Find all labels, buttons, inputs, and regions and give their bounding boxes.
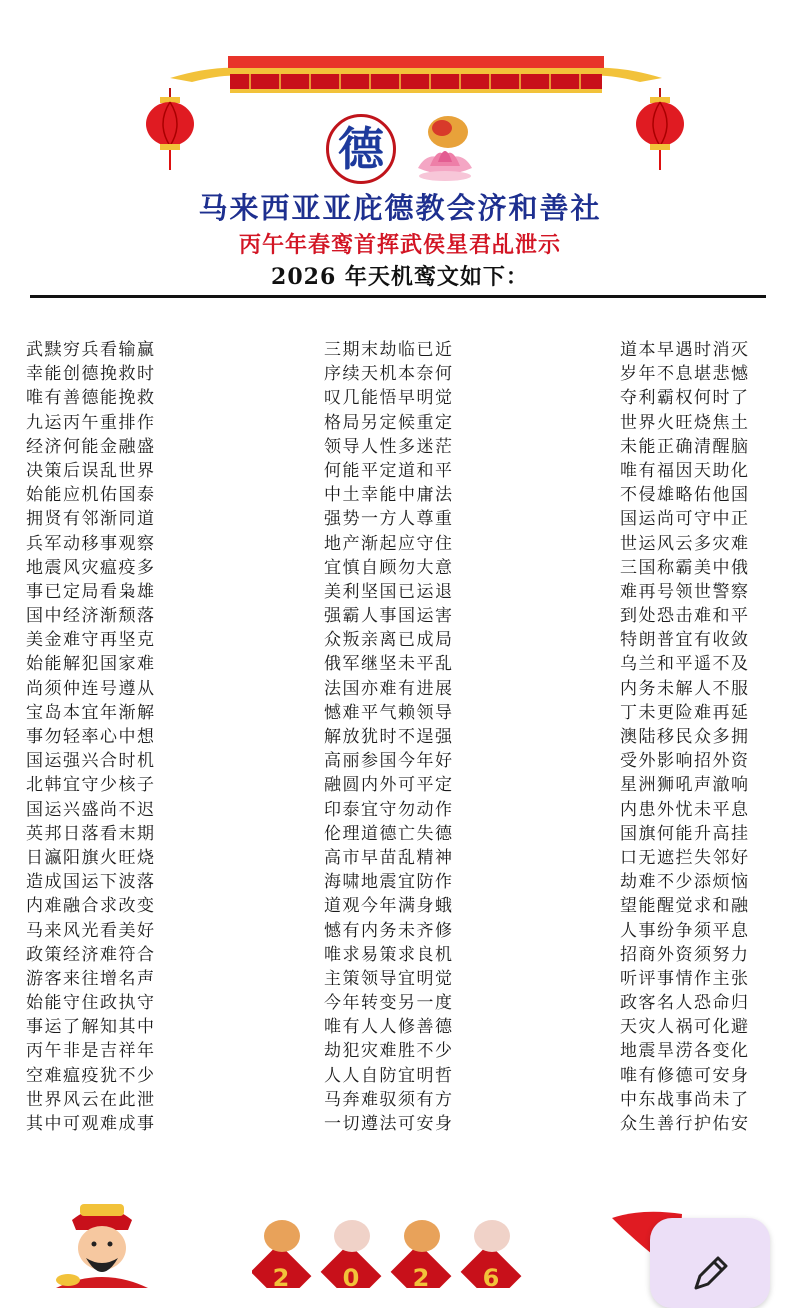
chinese-roof-decoration — [170, 56, 662, 96]
verse-line: 序续天机本奈何 — [324, 364, 454, 385]
verse-line: 内务未解人不服 — [620, 678, 750, 699]
verse-line: 宜慎自顾勿大意 — [324, 557, 454, 578]
verse-line: 其中可观难成事 — [26, 1114, 156, 1134]
verse-column-3 — [620, 338, 770, 1136]
verse-line: 始能守住政执守 — [26, 993, 156, 1014]
divider — [30, 295, 766, 298]
heading: 2026 年天机鸾文如下： — [271, 264, 529, 290]
verse-line: 地产渐起应守住 — [324, 533, 454, 554]
verse-line: 解放犹时不逞强 — [324, 727, 454, 747]
verse-line: 世界火旺烧焦土 — [620, 412, 750, 433]
verse-line: 岁年不息堪悲憾 — [620, 364, 750, 385]
verse-line: 高丽参国今年好 — [324, 751, 454, 772]
verse-line: 海啸地震宜防作 — [324, 872, 454, 893]
verse-line: 澳陆移民众多拥 — [620, 727, 750, 747]
verse-line: 特朗普宜有收敛 — [620, 630, 750, 651]
verse-line: 游客来往增名声 — [26, 968, 156, 989]
verse-line: 不侵雄略佑他国 — [620, 485, 750, 506]
verse-line: 内难融合求改变 — [26, 896, 156, 917]
verse-line: 星洲狮吼声澈响 — [620, 775, 750, 796]
edit-button[interactable] — [650, 1218, 770, 1308]
verse-line: 美金难守再坚克 — [26, 630, 156, 651]
verse-line: 国旗何能升高挂 — [620, 823, 750, 844]
verse-line: 美利坚国已运退 — [324, 581, 454, 602]
verse-line: 拥贤有邻渐同道 — [26, 509, 156, 530]
organization-title: 马来西亚亚庇德教会济和善社 — [198, 191, 602, 225]
verse-line: 国运强兴合时机 — [26, 751, 156, 772]
verse-column-2 — [324, 338, 474, 1136]
verse-line: 英邦日落看末期 — [26, 823, 156, 844]
verse-line: 印泰宜守勿动作 — [324, 799, 454, 820]
verse-line: 天灾人祸可化避 — [620, 1017, 750, 1038]
verse-line: 始能解犯国家难 — [26, 654, 156, 675]
verse-line: 唯有修德可安身 — [620, 1065, 750, 1086]
red-lantern-icon — [144, 88, 196, 170]
verse-line: 马奔难驭须有方 — [324, 1089, 454, 1110]
verse-line: 丙午非是吉祥年 — [26, 1041, 156, 1062]
verse-line: 唯有福因天助化 — [620, 460, 750, 481]
verse-line: 事勿轻率心中想 — [26, 727, 156, 747]
subtitle: 丙午年春鸾首挥武侯星君乩泄示 — [238, 232, 561, 258]
verse-line: 俄军继坚未平乱 — [324, 654, 454, 675]
verse-line: 法国亦难有进展 — [324, 678, 454, 699]
year-digit: 2 — [412, 1264, 430, 1288]
lotus-emblem-icon — [408, 110, 482, 186]
verse-line: 强势一方人尊重 — [324, 509, 454, 530]
verse-line: 国运兴盛尚不迟 — [26, 799, 156, 820]
verse-line: 唯求易策求良机 — [324, 944, 454, 965]
verse-line: 国中经济渐颓落 — [26, 606, 156, 627]
verse-line: 事已定局看枭雄 — [26, 581, 156, 602]
verse-line: 憾难平气赖领导 — [324, 702, 454, 723]
verse-line: 难再号领世警察 — [620, 581, 750, 602]
verse-line: 决策后误乱世界 — [26, 460, 156, 481]
verse-line: 经济何能金融盛 — [26, 436, 156, 457]
verse-line: 地震风灾瘟疫多 — [26, 557, 156, 578]
verse-line: 众叛亲离已成局 — [324, 630, 454, 651]
verse-line: 人事纷争须平息 — [620, 920, 750, 941]
verse-line: 何能平定道和平 — [324, 460, 454, 481]
verse-line: 乌兰和平遥不及 — [620, 654, 750, 675]
verse-line: 日瀛阳旗火旺烧 — [26, 847, 156, 868]
verse-line: 空难瘟疫犹不少 — [26, 1065, 156, 1086]
verse-line: 地震旱涝各变化 — [620, 1041, 750, 1062]
god-of-wealth-image — [50, 1196, 154, 1288]
verse-line: 道观今年满身蛾 — [324, 896, 454, 917]
verse-line: 领导人性多迷茫 — [324, 436, 454, 457]
verse-line: 夺利霸权何时了 — [620, 388, 750, 409]
verse-line: 兵军动移事观察 — [26, 533, 156, 554]
verse-line: 高市早苗乱精神 — [324, 847, 454, 868]
verse-line: 事运了解知其中 — [26, 1017, 156, 1038]
verse-line: 始能应机佑国泰 — [26, 485, 156, 506]
verse-line: 政客名人恐命归 — [620, 993, 750, 1014]
verse-line: 丁未更险难再延 — [620, 702, 750, 723]
verse-line: 北韩宜守少核子 — [26, 775, 156, 796]
verse-line: 憾有内务未齐修 — [324, 920, 454, 941]
year-digit: 6 — [482, 1264, 500, 1288]
verse-line: 望能醒觉求和融 — [620, 896, 750, 917]
de-logo — [326, 114, 396, 184]
verse-line: 听评事情作主张 — [620, 968, 750, 989]
verse-line: 三期末劫临已近 — [324, 340, 454, 360]
year-digit: 0 — [342, 1264, 360, 1288]
verse-line: 人人自防宜明哲 — [324, 1065, 454, 1086]
verse-line: 内患外忧未平息 — [620, 799, 750, 820]
verse-line: 劫难不少添烦恼 — [620, 872, 750, 893]
verse-line: 世运风云多灾难 — [620, 533, 750, 554]
year-digit: 2 — [272, 1264, 290, 1288]
verse-line: 世界风云在此泄 — [26, 1089, 156, 1110]
verse-line: 武黩穷兵看输赢 — [26, 340, 156, 360]
edit-pencil-icon — [690, 1254, 730, 1294]
verse-line: 伦理道德亡失德 — [324, 823, 454, 844]
verse-column-1 — [26, 338, 176, 1136]
red-lantern-icon — [634, 88, 686, 170]
verse-line: 造成国运下波落 — [26, 872, 156, 893]
logo-character: 德 — [338, 122, 384, 176]
verse-line: 主策领导宜明觉 — [324, 968, 454, 989]
verse-line: 国运尚可守中正 — [620, 509, 750, 530]
verse-line: 受外影响招外资 — [620, 751, 750, 772]
verse-line: 唯有人人修善德 — [324, 1017, 454, 1038]
verse-line: 众生善行护佑安 — [620, 1114, 750, 1134]
verse-line: 一切遵法可安身 — [324, 1114, 454, 1134]
verse-line: 未能正确清醒脑 — [620, 436, 750, 457]
verse-line: 九运丙午重排作 — [26, 412, 156, 433]
verse-line: 到处恐击难和平 — [620, 606, 750, 627]
verse-line: 口无遮拦失邻好 — [620, 847, 750, 868]
verse-line: 强霸人事国运害 — [324, 606, 454, 627]
verse-line: 融圆内外可平定 — [324, 775, 454, 796]
verse-line: 今年转变另一度 — [324, 993, 454, 1014]
year-2026-decoration — [252, 1214, 536, 1288]
verse-line: 劫犯灾难胜不少 — [324, 1041, 454, 1062]
verse-line: 三国称霸美中俄 — [620, 557, 750, 578]
verse-line: 马来风光看美好 — [26, 920, 156, 941]
verse-line: 叹几能悟早明觉 — [324, 388, 454, 409]
verse-line: 格局另定候重定 — [324, 412, 454, 433]
verse-line: 招商外资须努力 — [620, 944, 750, 965]
verse-line: 唯有善德能挽救 — [26, 388, 156, 409]
verse-line: 尚须仲连号遵从 — [26, 678, 156, 699]
verse-line: 宝岛本宜年渐解 — [26, 702, 156, 723]
verse-line: 中东战事尚未了 — [620, 1089, 750, 1110]
verse-line: 幸能创德挽救时 — [26, 364, 156, 385]
verse-line: 政策经济难符合 — [26, 944, 156, 965]
verse-line: 中土幸能中庸法 — [324, 485, 454, 506]
verse-line: 道本早遇时消灭 — [620, 340, 750, 360]
